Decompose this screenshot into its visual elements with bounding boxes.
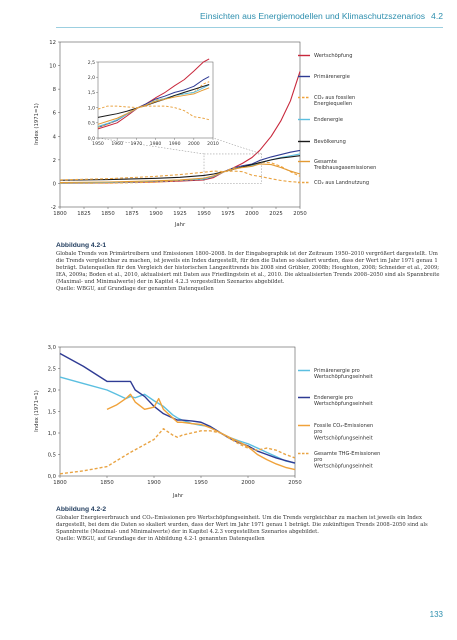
- x-axis-label: Jahr: [172, 493, 184, 499]
- figure-4-2-2-chart: [0, 335, 457, 505]
- inset-y-tick-label: 1,0: [87, 106, 95, 112]
- figure-4-2-1-source: Quelle: WBGU, auf Grundlage der genannten Datenquellen: [56, 285, 214, 292]
- inset-y-tick-label: 1,5: [87, 91, 95, 97]
- y-tick-label: 6: [52, 110, 56, 117]
- y-tick-label: 3,0: [47, 345, 56, 351]
- y-tick-label: 1,5: [47, 409, 56, 416]
- y-tick-label: 2,5: [47, 366, 56, 373]
- y-tick-label: -2: [50, 205, 56, 211]
- x-tick-label: 1800: [53, 211, 67, 217]
- legend-label: Primärenergie: [314, 74, 350, 80]
- y-tick-label: 8: [52, 87, 56, 94]
- x-tick-label: 2000: [245, 211, 259, 217]
- x-tick-label: 1950: [197, 211, 211, 217]
- inset-x-tick-label: 1980: [149, 142, 162, 147]
- legend-label: Gesamte THG-Emissionen pro Wertschöpfungseinheit: [314, 451, 381, 470]
- inset-x-tick-label: 1950: [92, 142, 104, 147]
- x-tick-label: 1925: [173, 211, 187, 217]
- inset-x-tick-label: 1970: [130, 142, 143, 147]
- inset-y-tick-label: 0,0: [87, 136, 95, 142]
- series-line: [107, 394, 295, 469]
- legend-label: Gesamte Treibhausgasemissionen: [314, 159, 377, 172]
- x-tick-label: 2025: [269, 211, 283, 217]
- figure-4-2-1-label: Abbildung 4.2-1: [56, 242, 107, 249]
- series-line: [60, 353, 295, 463]
- inset-y-tick-label: 0,5: [87, 121, 95, 127]
- y-tick-label: 12: [49, 40, 56, 46]
- inset-x-tick-label: 2010: [207, 142, 219, 147]
- figure-4-2-1-caption-text: Globale Trends von Primärtreibern und Emissionen 1800–2008. In der Eingabegraphik ist der Zeitraum 1950–2010 vergrößert dargestellt. Um die Trends vergleichbar zu machen, ist jeweils ein Index dargestellt, für den die Daten so skaliert wurden, dass der Wert im Jahr 1971 genau 1 beträgt. Datenquellen für den Vergleich der historischen Langzeittrends bis 2008 sind Grübler, 2008b; Houghton, 2008; Schneider et al., 2009; IEA, 2009a; Boden et al., 2010, aktualisiert mit Daten aus Friedlingstein et al., 2010. Die aktualisierten Trends 2008–2050 sind als Spannbreite (Maximal- und Minimalwerte) der in Kapitel 4.2.3 vorgestellten Szenarios abgebildet.: [56, 250, 440, 285]
- inset-frame: [98, 62, 213, 138]
- figure-4-2-2-caption-text: Globaler Energieverbrauch und CO₂-Emissionen pro Wertschöpfungseinheit. Um die Trends vergleichbar zu machen ist jeweils ein Index dargestellt, bei dem die Daten so skaliert wurden, dass der Wert im Jahr 1971 genau 1 beträgt. Die zukünftigen Trends 2008–2050 sind als Spannbreite (Maximal- und Minimalwerte) der in Kapitel 4.2.3 vorgestellten Szenarios abgebildet.: [56, 514, 428, 535]
- x-tick-label: 1800: [53, 480, 67, 486]
- y-tick-label: 0,5: [47, 452, 56, 459]
- series-line: [60, 150, 300, 182]
- x-tick-label: 1900: [147, 480, 161, 486]
- legend-label: Endenergie pro Wertschöpfungseinheit: [314, 395, 373, 408]
- figure-4-2-1-caption: [56, 242, 442, 293]
- x-tick-label: 1975: [221, 211, 235, 217]
- y-tick-label: 2,0: [47, 388, 56, 394]
- x-tick-label: 1850: [100, 480, 114, 486]
- plot-frame: [60, 347, 295, 476]
- header-chapter: 4.2: [431, 11, 443, 21]
- page-number: 133: [429, 610, 443, 619]
- figure-4-2-2-caption: [56, 506, 442, 543]
- x-tick-label: 1950: [194, 480, 208, 486]
- inset-y-tick-label: 2,5: [87, 60, 95, 66]
- x-tick-label: 2000: [241, 480, 255, 486]
- y-tick-label: 4: [52, 134, 56, 141]
- x-tick-label: 1825: [77, 211, 91, 217]
- y-axis-label: Index (1971=1): [34, 390, 40, 432]
- inset-x-tick-label: 1990: [168, 142, 181, 147]
- x-axis-label: Jahr: [174, 222, 186, 228]
- zoom-connector: [213, 138, 262, 154]
- figure-4-2-2-label: Abbildung 4.2-2: [56, 506, 107, 513]
- x-tick-label: 1875: [125, 211, 139, 217]
- legend-label: Wertschöpfung: [314, 53, 353, 59]
- y-tick-label: 1,0: [47, 431, 56, 437]
- y-axis-label: Index (1971=1): [34, 103, 40, 145]
- header-title: Einsichten aus Energiemodellen und Klimaschutzszenarios: [200, 11, 426, 21]
- inset-y-tick-label: 2,0: [87, 76, 95, 81]
- legend-label: Bevölkerung: [314, 139, 346, 145]
- inset-x-tick-label: 2000: [187, 142, 200, 147]
- x-tick-label: 2050: [293, 211, 307, 217]
- figure-4-2-2-source: Quelle: WBGU, auf Grundlage der in Abbildung 4.2-1 genannten Datenquellen: [56, 535, 265, 542]
- y-tick-label: 10: [49, 63, 56, 70]
- y-tick-label: 0: [52, 181, 56, 188]
- legend-label: Primärenergie pro Wertschöpfungseinheit: [314, 368, 373, 381]
- x-tick-label: 2050: [288, 480, 302, 486]
- x-tick-label: 1900: [149, 211, 163, 217]
- legend-label: CO₂ aus fossilen Energiequellen: [314, 95, 356, 108]
- figure-4-2-1-chart: [0, 0, 457, 235]
- y-tick-label: 0,0: [47, 474, 56, 480]
- legend-label: CO₂ aus Landnutzung: [314, 180, 370, 186]
- y-tick-label: 2: [52, 157, 56, 164]
- legend-label: Fossile CO₂-Emissionen pro Wertschöpfungseinheit: [314, 423, 374, 442]
- x-tick-label: 1850: [101, 211, 115, 217]
- legend-label: Endenergie: [314, 117, 343, 123]
- inset-x-tick-label: 1960: [111, 142, 124, 147]
